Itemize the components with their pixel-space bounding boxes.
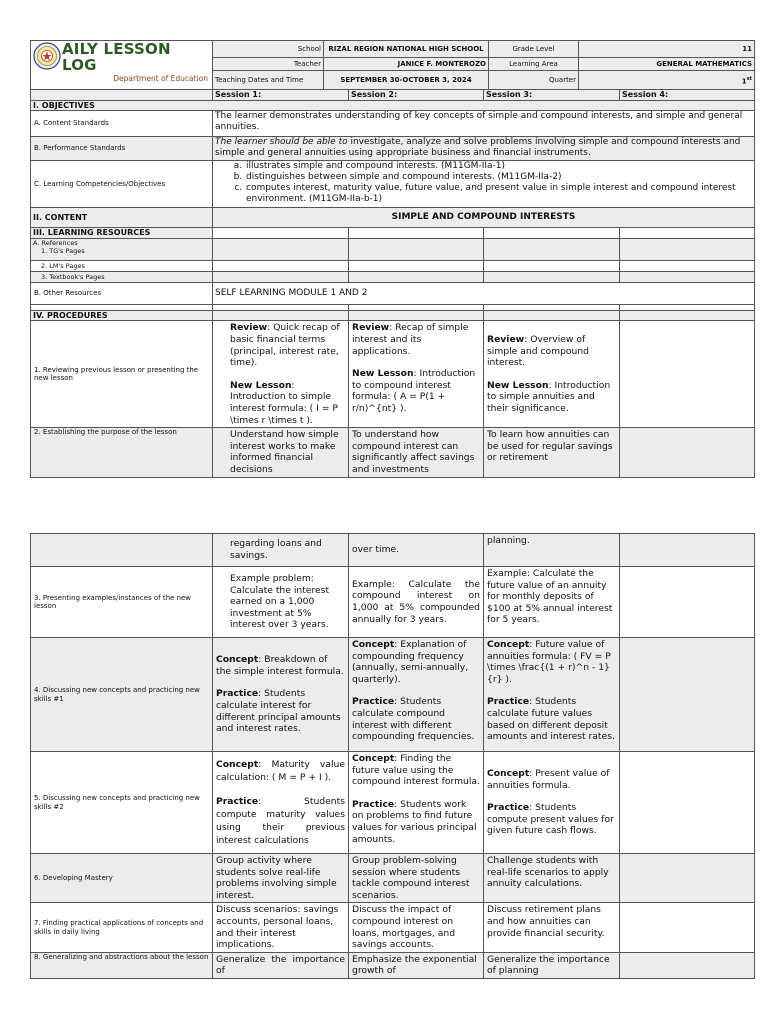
examples-session-3: Example: Calculate the future value of an annuity for monthly deposits of $100 at 5% annual interest for 5 years. [484,567,620,638]
quarter-label: Quarter [489,71,579,90]
skills2-session-1: Concept: Maturity value calculation: ( M = P + I ). Practice: Students compute maturity values using their previous interest calculations [213,752,349,854]
generalize-session-3: Generalize the importance of planning [484,952,620,978]
mastery-session-2: Group problem-solving session where students tackle compound interest scenarios. [349,854,484,903]
skills2-session-2: Concept: Finding the future value using the compound interest formula. Practice: Students work on problems to find future values for various principal amounts. [349,752,484,854]
procedures-heading: IV. PROCEDURES [31,310,213,321]
competency-item: c. computes interest, maturity value, future value, and present value in simple interest and compound interest environment. (M11GM-IIa-b-1) [245,183,752,205]
purpose-cont-session-1: regarding loans and savings. [213,534,349,567]
content-title: SIMPLE AND COMPOUND INTERESTS [213,208,755,228]
procedure-1-label: 1. Reviewing previous lesson or presenting the new lesson [31,321,213,428]
review-session-1: Review: Quick recap of basic financial terms (principal, interest rate, time). New Lesson: Introduction to simple interest formula: ( I = P \times r \times t ). [213,321,349,428]
content-heading: II. CONTENT [31,208,213,228]
session-2-header: Session 2: [349,90,484,101]
purpose-session-2: To understand how compound interest can significantly affect savings and investments [349,428,484,477]
purpose-session-1: Understand how simple interest works to make informed financial decisions [213,428,349,477]
content-standards-label: A. Content Standards [31,111,213,137]
session-1-header: Session 1: [213,90,349,101]
competency-item: b. distinguishes between simple and compound interests. (M11GM-IIa-2) [245,172,752,183]
teaching-dates-value: SEPTEMBER 30-OCTOBER 3, 2024 [324,71,489,90]
performance-standards-label: B. Performance Standards [31,137,213,161]
session-4-header: Session 4: [620,90,755,101]
textbook-pages-label: 3. Textbook's Pages [31,271,213,282]
session-3-header: Session 3: [484,90,620,101]
teaching-dates-label: Teaching Dates and Time [213,71,324,90]
deped-seal-icon [33,42,61,70]
practical-session-1: Discuss scenarios: savings accounts, personal loans, and their interest implications. [213,903,349,952]
performance-standards-text: The learner should be able to investigate, analyze and solve problems involving simple and compound interests and simple and general annuities using appropriate business and financial instruments. [213,137,755,161]
review-session-2: Review: Recap of simple interest and its applications. New Lesson: Introduction to compound interest formula: ( A = P(1 + r/n)^{nt} ). [349,321,484,428]
lesson-log-body-bottom [30,533,755,979]
lesson-log-table-top [30,40,755,90]
procedure-3-label: 3. Presenting examples/instances of the new lesson [31,567,213,638]
purpose-cont-session-3: planning. [484,534,620,567]
procedure-7-label: 7. Finding practical applications of concepts and skills in daily living [31,903,213,952]
teacher-label: Teacher [213,58,324,71]
practical-session-2: Discuss the impact of compound interest on loans, mortgages, and savings accounts. [349,903,484,952]
learning-area-label: Learning Area [489,58,579,71]
skills2-session-3: Concept: Present value of annuities formula. Practice: Students compute present values for given future cash flows. [484,752,620,854]
quarter-value: 1st [579,71,755,90]
objectives-heading: I. OBJECTIVES [31,100,755,111]
procedure-5-label: 5. Discussing new concepts and practicing new skills #2 [31,752,213,854]
procedure-2-label: 2. Establishing the purpose of the lesson [31,428,213,477]
examples-session-2: Example: Calculate the compound interest on 1,000 at 5% compounded annually for 3 years. [349,567,484,638]
competency-item: a. illustrates simple and compound interests. (M11GM-IIa-1) [245,161,752,172]
tg-pages-label: 1. TG's Pages [41,246,85,255]
competencies-list [213,161,755,208]
generalize-session-2: Emphasize the exponential growth of [349,952,484,978]
generalize-session-1: Generalize the importance of [213,952,349,978]
procedure-8-label: 8. Generalizing and abstractions about the lesson [31,952,213,978]
learning-area-value: GENERAL MATHEMATICS [579,58,755,71]
lesson-log-sheet-bottom [30,533,754,979]
header-brand [31,41,213,90]
page-title: AILY LESSON LOG [62,40,171,74]
lesson-log-sheet-top [30,40,754,478]
school-label: School [213,41,324,58]
competencies-label: C. Learning Competencies/Objectives [31,161,213,208]
content-standards-text: The learner demonstrates understanding of key concepts of simple and compound interests, and simple and general annuities. [213,111,755,137]
skills1-session-3: Concept: Future value of annuities formula: ( FV = P \times \frac{(1 + r)^n - 1}{r} ). Practice: Students calculate future values based on different deposit amounts and interest rates. [484,638,620,752]
other-resources-value: SELF LEARNING MODULE 1 AND 2 [213,282,755,304]
skills1-session-1: Concept: Breakdown of the simple interest formula. Practice: Students calculate interest for different principal amounts and interest rates. [213,638,349,752]
practical-session-3: Discuss retirement plans and how annuities can provide financial security. [484,903,620,952]
lm-pages-label: 2. LM's Pages [31,260,213,271]
department-name: Department of Education [113,74,208,83]
school-value: RIZAL REGION NATIONAL HIGH SCHOOL [324,41,489,58]
grade-level-value: 11 [579,41,755,58]
examples-session-1: Example problem: Calculate the interest earned on a 1,000 investment at 5% interest over 3 years. [213,567,349,638]
purpose-cont-session-2: over time. [349,534,484,567]
mastery-session-1: Group activity where students solve real-life problems involving simple interest. [213,854,349,903]
mastery-session-3: Challenge students with real-life scenarios to apply annuity calculations. [484,854,620,903]
procedure-4-label: 4. Discussing new concepts and practicing new skills #1 [31,638,213,752]
lesson-log-body-top [30,89,755,478]
procedure-6-label: 6. Developing Mastery [31,854,213,903]
purpose-session-3: To learn how annuities can be used for regular savings or retirement [484,428,620,477]
review-session-3: Review: Overview of simple and compound interest. New Lesson: Introduction to simple annuities and their significance. [484,321,620,428]
grade-level-label: Grade Level [489,41,579,58]
other-resources-label: B. Other Resources [31,282,213,304]
references-label: A. References 1. TG's Pages [31,238,213,260]
teacher-value: JANICE F. MONTEROZO [324,58,489,71]
skills1-session-2: Concept: Explanation of compounding frequency (annually, semi-annually, quarterly). Practice: Students calculate compound interest with different compounding frequencies. [349,638,484,752]
learning-resources-heading: III. LEARNING RESOURCES [31,228,213,239]
